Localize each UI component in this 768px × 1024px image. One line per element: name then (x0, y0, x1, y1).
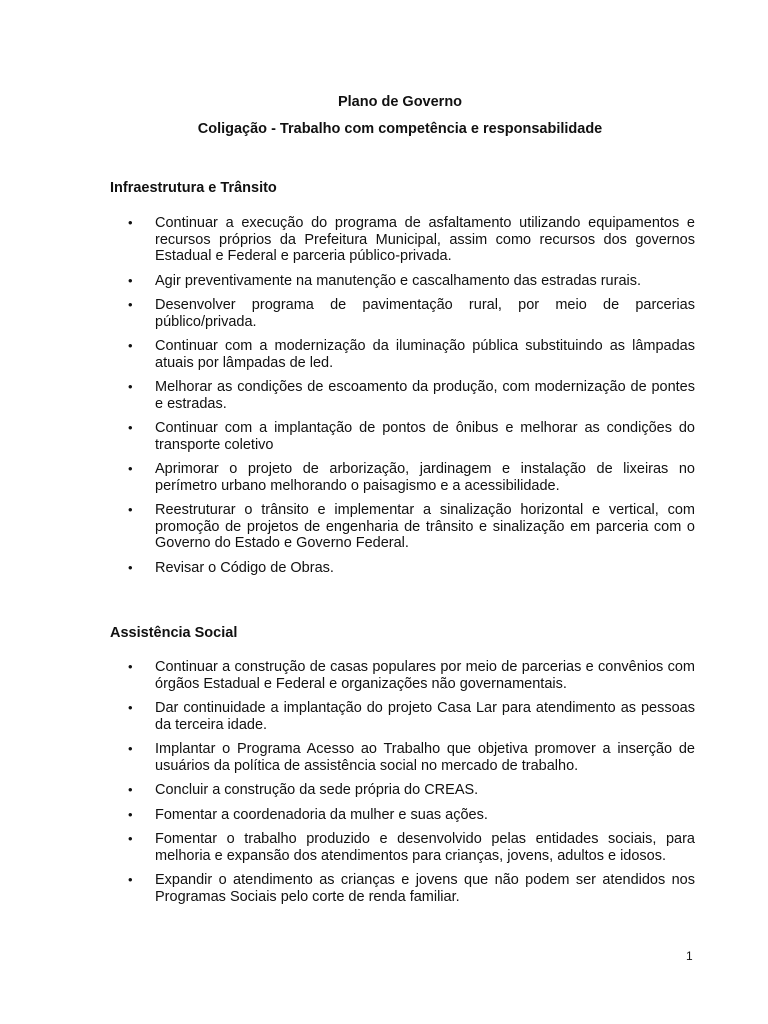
bullet-icon: • (128, 215, 133, 230)
list-infraestrutura (110, 215, 695, 584)
bullet-icon: • (128, 272, 133, 288)
list-item: • Continuar a construção de casas populares por meio de parcerias e convênios com órgãos Estadual e Federal e organizações não governamentais. (128, 659, 695, 692)
bullet-icon: • (128, 831, 133, 846)
list-item: • Reestruturar o trânsito e implementar a sinalização horizontal e vertical, com promoção de projetos de engenharia de trânsito e sinalização em parceria com o Governo do Estado e Governo Federal. (128, 502, 695, 551)
page-number: 1 (686, 949, 693, 963)
bullet-icon: • (128, 872, 133, 887)
section-heading-infraestrutura: Infraestrutura e Trânsito (110, 180, 277, 196)
section-heading-assistencia: Assistência Social (110, 625, 238, 641)
list-item: • Melhorar as condições de escoamento da produção, com modernização de pontes e estradas. (128, 379, 695, 412)
document-title: Plano de Governo (337, 94, 463, 110)
list-item: • Fomentar a coordenadoria da mulher e suas ações. (128, 806, 488, 823)
bullet-icon: • (128, 297, 133, 312)
bullet-icon: • (128, 559, 133, 575)
document-subtitle: Coligação - Trabalho com competência e responsabilidade (197, 121, 603, 137)
bullet-icon: • (128, 461, 133, 476)
bullet-icon: • (128, 700, 133, 715)
list-item: • Continuar a execução do programa de asfaltamento utilizando equipamentos e recursos próprios da Prefeitura Municipal, assim como recursos dos governos Estadual e Federal e parceria público-privada. (128, 215, 695, 264)
list-item: • Dar continuidade a implantação do projeto Casa Lar para atendimento as pessoas da terceira idade. (128, 700, 695, 733)
list-item: • Aprimorar o projeto de arborização, jardinagem e instalação de lixeiras no perímetro urbano melhorando o paisagismo e a acessibilidade. (128, 461, 695, 494)
list-item: • Desenvolver programa de pavimentação rural, por meio de parcerias público/privada. (128, 297, 695, 330)
bullet-icon: • (128, 741, 133, 756)
bullet-icon: • (128, 782, 133, 797)
list-item: • Continuar com a implantação de pontos de ônibus e melhorar as condições do transporte coletivo (128, 420, 695, 453)
list-assistencia (110, 659, 695, 913)
bullet-icon: • (128, 659, 133, 674)
list-item: • Implantar o Programa Acesso ao Trabalho que objetiva promover a inserção de usuários da política de assistência social no mercado de trabalho. (128, 741, 695, 774)
list-item: • Fomentar o trabalho produzido e desenvolvido pelas entidades sociais, para melhoria e expansão dos atendimentos para crianças, jovens, adultos e idosos. (128, 831, 695, 864)
bullet-icon: • (128, 420, 133, 435)
list-item: • Expandir o atendimento as crianças e jovens que não podem ser atendidos nos Programas Sociais pelo corte de renda familiar. (128, 872, 695, 905)
list-item: • Concluir a construção da sede própria do CREAS. (128, 782, 479, 798)
bullet-icon: • (128, 379, 133, 394)
bullet-icon: • (128, 502, 133, 517)
list-item: • Agir preventivamente na manutenção e cascalhamento das estradas rurais. (128, 272, 642, 289)
list-item: • Continuar com a modernização da iluminação pública substituindo as lâmpadas atuais por lâmpadas de led. (128, 338, 695, 371)
bullet-icon: • (128, 806, 133, 822)
list-item: • Revisar o Código de Obras. (128, 559, 334, 576)
bullet-icon: • (128, 338, 133, 353)
